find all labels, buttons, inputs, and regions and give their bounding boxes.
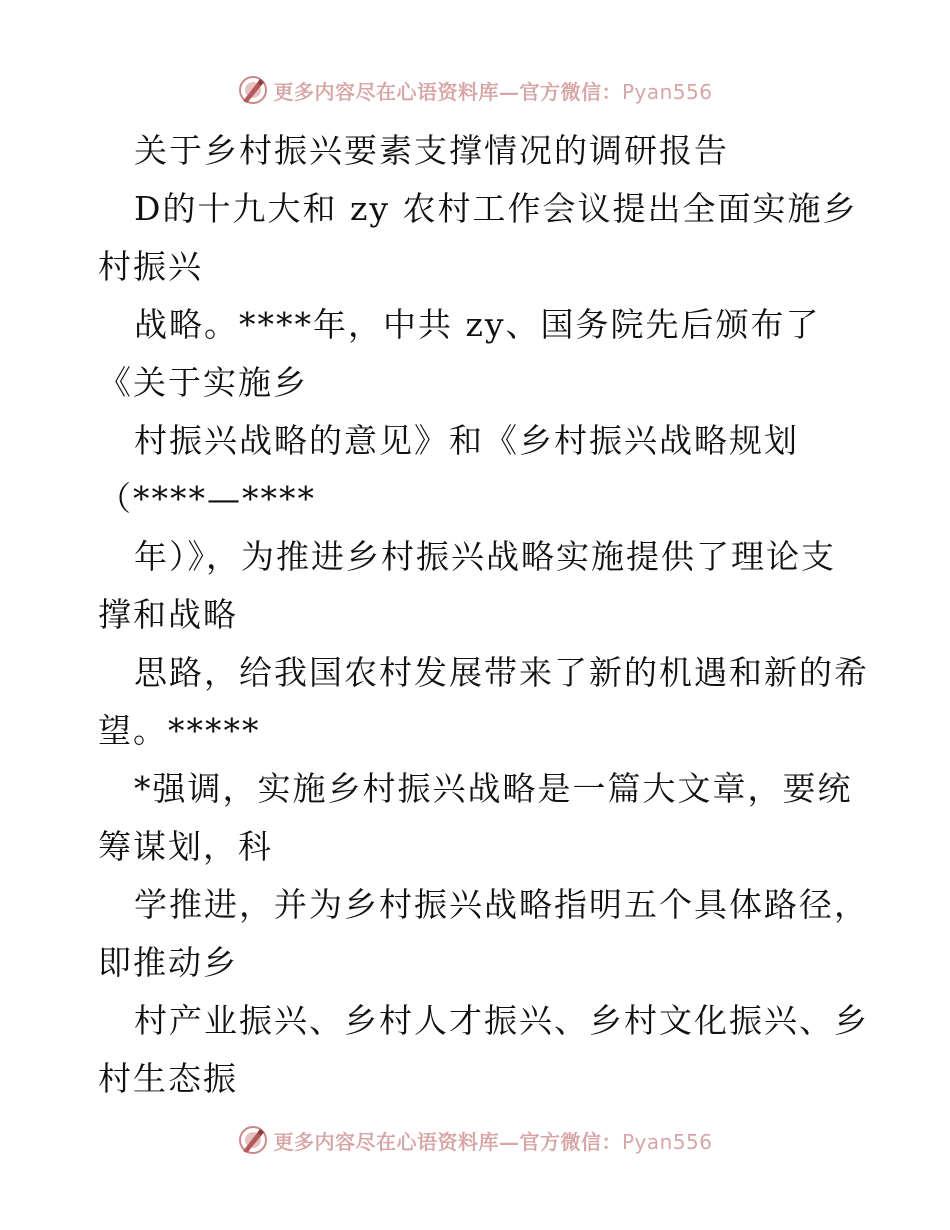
pen-circle-logo-icon	[237, 1124, 269, 1156]
watermark-slogan: 更多内容尽在心语资料库—官方微信：	[273, 1129, 622, 1154]
paragraph-line: 村产业振兴、乡村人才振兴、乡村文化振兴、乡	[134, 1001, 869, 1040]
paragraph-line: 战略。****年，中共 zy、国务院先后颁布了	[134, 305, 821, 344]
paragraph-line: *强调，实施乡村振兴战略是一篇大文章，要统	[134, 769, 853, 808]
paragraph-line: 望。*****	[98, 711, 261, 750]
paragraph-line: 即推动乡	[98, 943, 238, 982]
pen-circle-logo-icon	[237, 74, 269, 106]
paragraph-line: 撑和战略	[98, 595, 238, 634]
paragraph-line: 《关于实施乡	[98, 363, 308, 402]
paragraph-line: 村振兴战略的意见》和《乡村振兴战略规划	[134, 421, 799, 460]
paragraph-line: （****—****	[98, 479, 316, 518]
watermark-text	[273, 1126, 712, 1155]
paragraph-line: 年）》，为推进乡村振兴战略实施提供了理论支	[134, 537, 836, 576]
document-body	[98, 122, 869, 1108]
watermark-wechat-id: Pyan556	[621, 79, 713, 104]
paragraph-line: 学推进，并为乡村振兴战略指明五个具体路径，	[134, 885, 869, 924]
header-watermark-banner	[0, 70, 950, 110]
watermark-wechat-id: Pyan556	[621, 1129, 713, 1154]
paragraph-line: 村生态振	[98, 1059, 238, 1098]
watermark-slogan: 更多内容尽在心语资料库—官方微信：	[273, 79, 622, 104]
footer-watermark-banner	[0, 1120, 950, 1160]
watermark-text	[273, 76, 712, 105]
paragraph-line: 思路，给我国农村发展带来了新的机遇和新的希	[134, 653, 869, 692]
paragraph-line: 筹谋划，科	[98, 827, 273, 866]
paragraph-line: 村振兴	[98, 247, 203, 286]
paragraph-line: D的十九大和 zy 农村工作会议提出全面实施乡	[134, 189, 858, 228]
document-title: 关于乡村振兴要素支撑情况的调研报告	[134, 131, 729, 170]
